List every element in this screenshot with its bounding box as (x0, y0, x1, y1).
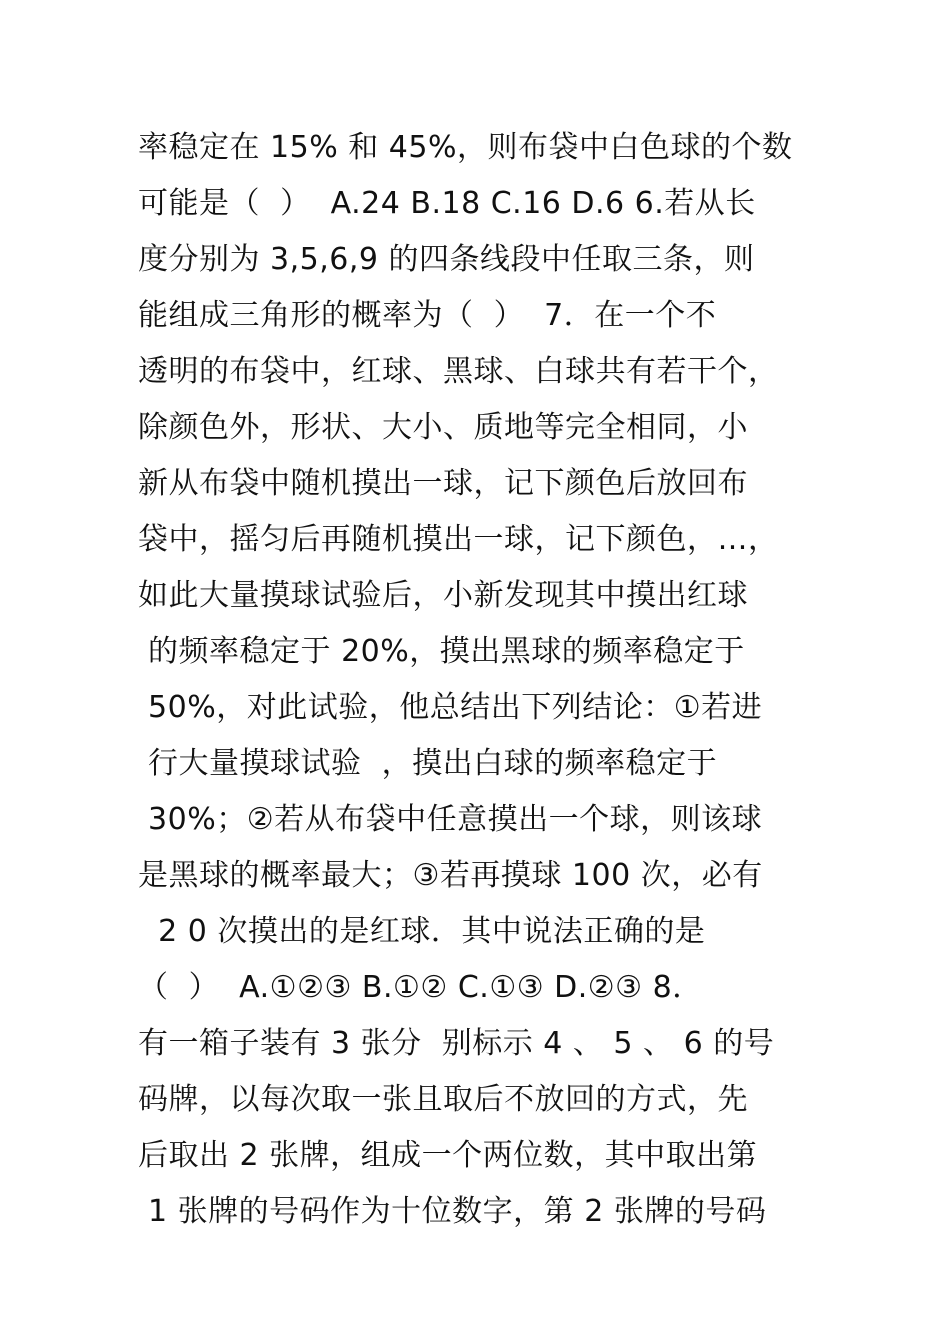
text-line: 50%，对此试验，他总结出下列结论：①若进 (138, 690, 763, 725)
text-line: 行大量摸球试验 ，摸出白球的频率稳定于 (138, 746, 718, 781)
text-line: 后取出 2 张牌，组成一个两位数，其中取出第 (138, 1138, 758, 1173)
text-line: （ ） A.①②③ B.①② C.①③ D.②③ 8． (138, 970, 703, 1005)
text-line: 如此大量摸球试验后，小新发现其中摸出红球 (138, 578, 748, 613)
text-line: 30%；②若从布袋中任意摸出一个球，则该球 (138, 802, 763, 837)
text-line: 度分别为 3,5,6,9 的四条线段中任取三条，则 (138, 242, 755, 277)
text-line: 能组成三角形的概率为（ ） 7．在一个不 (138, 298, 717, 333)
text-line: 新从布袋中随机摸出一球，记下颜色后放回布 (138, 466, 748, 501)
text-line: 有一箱子装有 3 张分 别标示 4 、 5 、 6 的号 (138, 1026, 775, 1061)
text-line: 的频率稳定于 20%，摸出黑球的频率稳定于 (138, 634, 745, 669)
body-text (138, 120, 838, 1240)
text-line: 率稳定在 15% 和 45%，则布袋中白色球的个数 (138, 130, 793, 165)
text-line: 是黑球的概率最大；③若再摸球 100 次，必有 (138, 858, 763, 893)
text-line: 2 0 次摸出的是红球．其中说法正确的是 (138, 914, 706, 949)
text-line: 透明的布袋中，红球、黑球、白球共有若干个， (138, 354, 779, 389)
text-line: 码牌，以每次取一张且取后不放回的方式，先 (138, 1082, 748, 1117)
text-line: 可能是（ ） A.24 B.18 C.16 D.6 6.若从长 (138, 186, 756, 221)
text-line: 除颜色外，形状、大小、质地等完全相同，小 (138, 410, 748, 445)
text-line: 1 张牌的号码作为十位数字，第 2 张牌的号码 (138, 1194, 767, 1229)
text-line: 袋中，摇匀后再随机摸出一球，记下颜色，…， (138, 522, 779, 557)
